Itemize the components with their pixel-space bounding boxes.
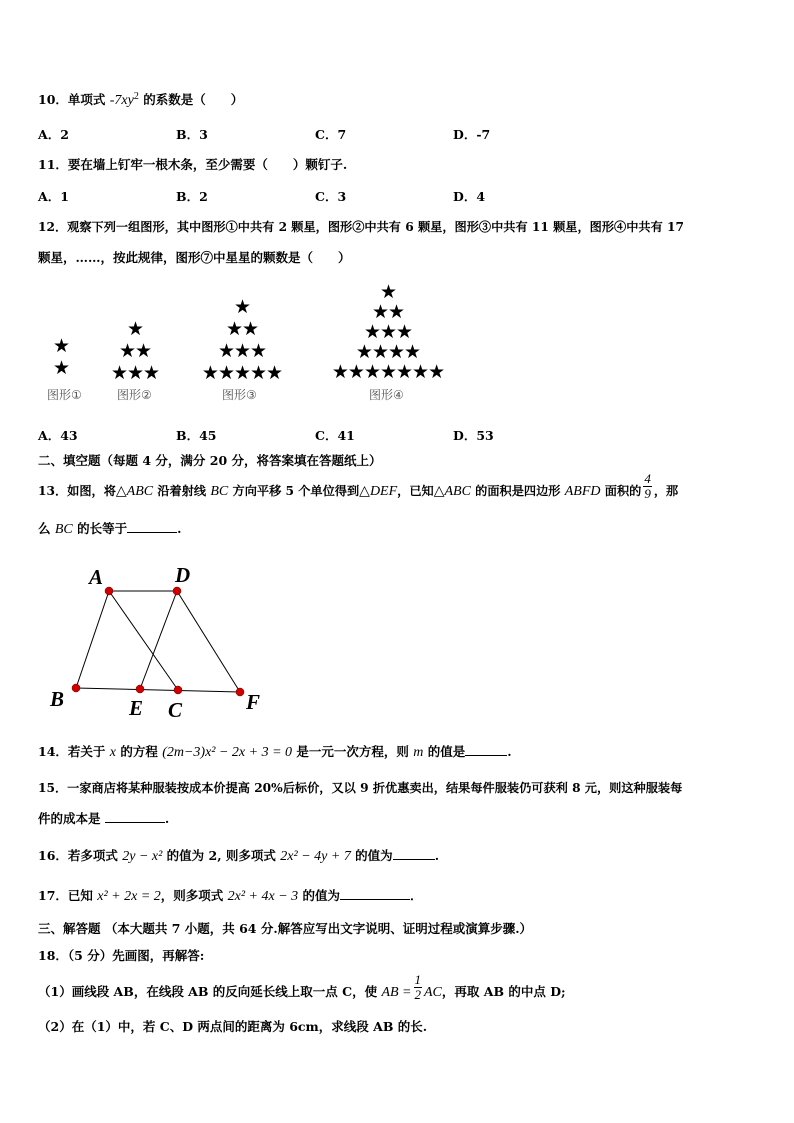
question-18-part-2: （2）在（1）中，若 C、D 两点间的距离为 6cm，求线段 AB 的长.	[38, 1019, 428, 1034]
star-figure-1	[50, 335, 72, 379]
q11-option-b[interactable]: B．2	[176, 189, 208, 204]
segment-df	[177, 591, 240, 692]
question-12-line2: 颗星，……，按此规律，图形⑦中星星的颗数是（ ）	[38, 250, 351, 265]
star-row: ★★★	[363, 321, 413, 343]
point-e	[136, 685, 144, 693]
label-a: A	[89, 565, 104, 589]
question-11: 11．要在墙上钉牢一根木条，至少需要（ ）颗钉子.	[38, 157, 348, 172]
q11-option-d[interactable]: D．4	[453, 189, 486, 204]
question-15-line1: 15．一家商店将某种服装按成本价提高 20%后标价，又以 9 折优惠卖出，结果每件服装仍可获利 8 元，则这种服装每	[38, 781, 683, 795]
star-row: ★★	[118, 340, 152, 362]
point-b	[72, 684, 80, 692]
question-16: 16．若多项式 2y − x² 的值为 2, 则多项式 2x² − 4y + 7 的值为 .	[38, 848, 440, 864]
star-row: ★★★	[110, 362, 160, 384]
q10-option-d[interactable]: D．-7	[453, 127, 491, 142]
question-14: 14．若关于 x 的方程 (2m−3)x² − 2x + 3 = 0 是一元一次方程，则 m 的值是 .	[38, 744, 512, 760]
question-17: 17．已知 x² + 2x = 2，则多项式 2x² + 4x − 3 的值为 ．	[38, 888, 423, 904]
section-3-heading: 三、解答题 （本大题共 7 小题，共 64 分.解答应写出文字说明、证明过程或演算步骤.）	[38, 921, 533, 936]
star-figure-4	[324, 282, 452, 382]
q10-option-c[interactable]: C．7	[315, 127, 347, 142]
question-13-line1: 13．如图，将△ABC 沿着射线 BC 方向平移 5 个单位得到△DEF，已知△ABC 的面积是四边形 ABFD 面积的 $\frac{4}{9}$ ，那	[38, 471, 679, 501]
point-a	[105, 587, 113, 595]
question-12-line1: 12．观察下列一组图形，其中图形①中共有 2 颗星，图形②中共有 6 颗星，图形③中共有 11 颗星，图形④中共有 17	[38, 220, 684, 234]
star-row: ★★	[225, 318, 259, 340]
star-row: ★	[126, 318, 144, 340]
segment-bf	[76, 688, 240, 692]
question-18-part-1: （1）画线段 AB，在线段 AB 的反向延长线上取一点 C，使 AB = $\frac{1}{2}$ AC，再取 AB 的中点 D;	[38, 972, 566, 1002]
figure-2-caption: 图形②	[117, 388, 152, 402]
label-e: E	[129, 696, 144, 720]
answer-blank[interactable]	[105, 810, 165, 823]
label-d: D	[175, 563, 191, 587]
label-c: C	[168, 698, 183, 722]
answer-blank[interactable]	[127, 520, 177, 533]
q11-option-a[interactable]: A．1	[38, 189, 69, 204]
point-d	[173, 587, 181, 595]
question-15-line2: 件的成本是 .	[38, 811, 170, 826]
answer-blank[interactable]	[465, 743, 507, 756]
equation: (2m−3)x² − 2x + 3 = 0	[162, 745, 293, 760]
q11-option-c[interactable]: C．3	[315, 189, 347, 204]
figure-4-caption: 图形④	[369, 388, 404, 402]
q10-option-b[interactable]: B．3	[176, 127, 208, 142]
q10-option-a[interactable]: A．2	[38, 127, 69, 142]
fraction-1-2: $\frac{1}{2}$	[414, 972, 421, 1002]
segment-ab	[76, 591, 109, 688]
star-row: ★★★★★	[201, 362, 283, 384]
segment-de	[140, 591, 177, 689]
fraction-4-9: $\frac{4}{9}$	[644, 471, 651, 501]
star-row: ★★	[371, 301, 405, 323]
star-row: ★★★★	[355, 341, 421, 363]
star-row: ★★★	[217, 340, 267, 362]
star-row: ★★★★★★★	[331, 361, 445, 383]
q12-option-b[interactable]: B．45	[176, 428, 217, 443]
section-2-heading: 二、填空题（每题 4 分，满分 20 分，将答案填在答题纸上）	[38, 453, 382, 468]
star-figure-2	[105, 318, 165, 384]
answer-blank[interactable]	[393, 847, 435, 860]
point-f	[236, 688, 244, 696]
segment-ac	[109, 591, 178, 690]
star-row: ★	[52, 357, 70, 379]
star-figure-3	[196, 296, 288, 384]
star-row: ★	[233, 296, 251, 318]
figure-3-caption: 图形③	[222, 388, 257, 402]
star-row: ★	[379, 281, 397, 303]
label-f: F	[246, 690, 261, 714]
exponent: 2	[133, 91, 139, 102]
point-c	[174, 686, 182, 694]
question-13-line2: 么 BC 的长等于 .	[38, 521, 182, 537]
label-b: B	[50, 687, 65, 711]
q12-option-c[interactable]: C．41	[315, 428, 355, 443]
monomial: -7xy	[109, 93, 134, 109]
q12-option-a[interactable]: A．43	[38, 428, 78, 443]
question-18-title: 18．（5 分）先画图，再解答:	[38, 948, 205, 963]
translation-diagram	[42, 562, 282, 722]
star-row: ★	[52, 335, 70, 357]
question-10: 10．单项式 $-7xy^2$ 的系数是（ ）	[38, 91, 244, 109]
q12-option-d[interactable]: D．53	[453, 428, 494, 443]
figure-1-caption: 图形①	[47, 388, 82, 402]
answer-blank[interactable]	[340, 887, 410, 900]
